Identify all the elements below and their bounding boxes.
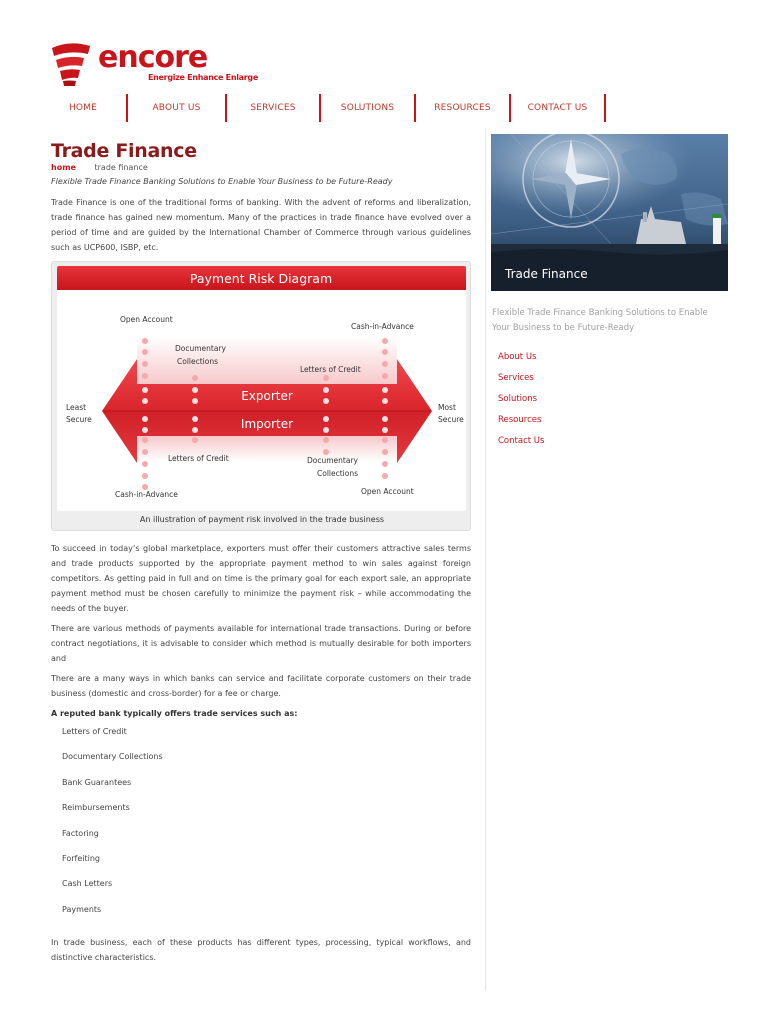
top-collections: Collections <box>177 357 219 366</box>
nav-home[interactable]: HOME <box>40 94 128 122</box>
body-paragraph-1: To succeed in today’s global marketplace, exporters must offer their customers attractive sales terms and trade products supported by the appropriate payment method to win sales against foreign competitors. As getting paid in full and on time is the primary goal for each export sale, an appropriate payment method must be chosen carefully to minimize the payment risk – while accommodating the needs of the buyer. <box>51 544 471 613</box>
list-item: Reimbursements <box>62 803 130 813</box>
nav-contact-us[interactable]: CONTACT US <box>511 94 606 122</box>
sidebar-link-resources[interactable]: Resources <box>498 415 542 425</box>
logo-wordmark: encore <box>98 40 208 75</box>
body-paragraph-4: In trade business, each of these products has different types, processing, typical workflows, and distinctive characteristics. <box>51 938 471 962</box>
nav-solutions[interactable]: SOLUTIONS <box>321 94 416 122</box>
top-open-account: Open Account <box>120 315 173 324</box>
list-item: Documentary Collections <box>62 752 163 762</box>
list-item: Bank Guarantees <box>62 777 132 787</box>
list-item: Factoring <box>62 828 99 838</box>
sidebar-link-solutions[interactable]: Solutions <box>498 394 538 404</box>
breadcrumb-current: trade finance <box>94 163 148 172</box>
services-heading: A reputed bank typically offers trade services such as: <box>51 709 298 718</box>
bottom-collections: Collections <box>317 469 359 478</box>
breadcrumb-home-link[interactable]: home <box>51 163 76 172</box>
logo-mark-icon <box>48 42 94 86</box>
top-letters-of-credit: Letters of Credit <box>300 365 361 374</box>
breadcrumb <box>51 162 471 174</box>
bottom-documentary: Documentary <box>307 456 358 465</box>
top-documentary: Documentary <box>175 344 226 353</box>
exporter-label: Exporter <box>241 389 293 403</box>
column-divider <box>485 128 486 990</box>
importer-label: Importer <box>240 417 294 431</box>
sidebar-banner-title: Trade Finance <box>505 267 588 281</box>
sidebar-links <box>498 350 544 455</box>
body-paragraph-3: There are a many ways in which banks can service and facilitate corporate customers on their trade business (domestic and cross-border) for a fee or charge. <box>51 674 471 698</box>
sidebar-tagline: Flexible Trade Finance Banking Solutions to Enable Your Business to be Future-Ready <box>492 308 708 333</box>
nav-resources[interactable]: RESOURCES <box>416 94 511 122</box>
bottom-open-account: Open Account <box>361 487 414 496</box>
sidebar-link-about-us[interactable]: About Us <box>498 352 537 362</box>
secure-left-label: Secure <box>66 415 92 424</box>
diagram-graphic <box>57 266 466 511</box>
services-list <box>62 726 163 929</box>
list-item: Letters of Credit <box>62 727 127 736</box>
nav-about-us[interactable]: ABOUT US <box>128 94 227 122</box>
list-item: Payments <box>62 904 102 914</box>
bottom-cash-in-advance: Cash-in-Advance <box>115 490 178 499</box>
diagram-caption: An illustration of payment risk involved in the trade business <box>139 515 385 524</box>
diagram-title: Payment Risk Diagram <box>189 271 333 286</box>
logo-tagline: Energize Enhance Enlarge <box>148 73 258 82</box>
sidebar-link-services[interactable]: Services <box>498 373 534 383</box>
payment-risk-diagram <box>57 266 466 511</box>
least-label: Least <box>66 403 87 412</box>
intro-paragraph: Trade Finance is one of the traditional forms of banking. With the advent of reforms and liberalization, trade finance has gained new momentum. Many of the practices in trade finance have evolved over a period of time and are guided by the International Chamber of Commerce through various guidelines such as UCP600, ISBP, etc. <box>51 198 471 252</box>
most-label: Most <box>438 403 456 412</box>
bottom-letters-of-credit: Letters of Credit <box>168 454 229 463</box>
page-subtitle: Flexible Trade Finance Banking Solutions to Enable Your Business to be Future-Ready <box>51 177 393 186</box>
sidebar-link-contact-us[interactable]: Contact Us <box>498 436 545 446</box>
nav-services[interactable]: SERVICES <box>227 94 321 122</box>
site-logo[interactable] <box>48 38 258 88</box>
page-title: Trade Finance <box>51 140 197 162</box>
main-content <box>51 140 471 255</box>
list-item: Forfeiting <box>62 853 100 863</box>
body-paragraph-2: There are various methods of payments available for international trade transactions. During or before contract negotiations, it is advisable to consider which method is mutually desirable for both importers and <box>51 624 471 663</box>
payment-risk-diagram-figure <box>51 261 471 531</box>
list-item: Cash Letters <box>62 879 113 889</box>
secure-right-label: Secure <box>438 415 464 424</box>
main-nav <box>40 94 606 122</box>
top-cash-in-advance: Cash-in-Advance <box>351 322 414 331</box>
